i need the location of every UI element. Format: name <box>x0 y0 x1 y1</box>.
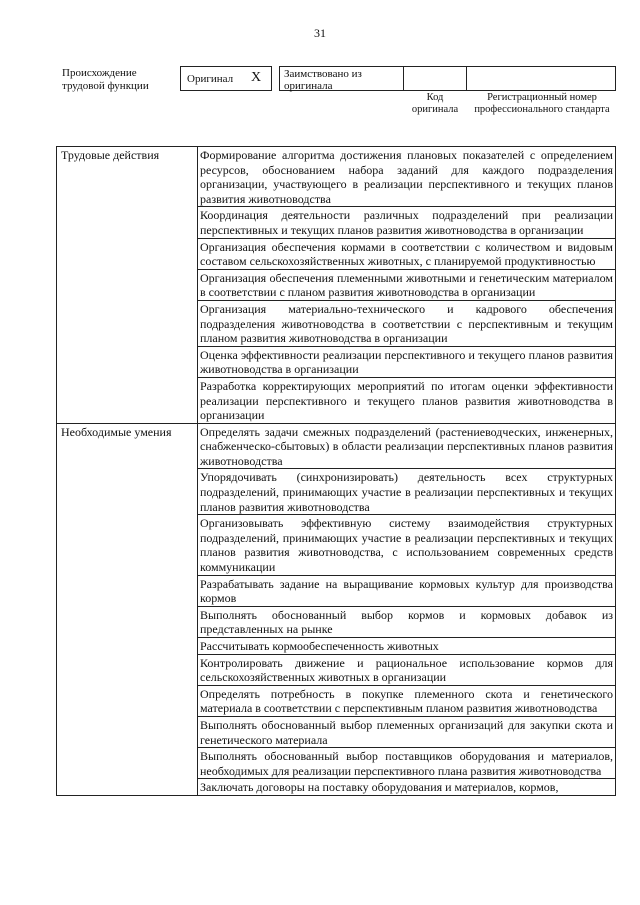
code-label: Код оригинала <box>411 92 459 115</box>
item-text: Определять задачи смежных подразделений (растениеводческих, инженерных, снабженческо-сбытовых) в области реализации перспективных планов развития животноводства <box>198 423 616 469</box>
item-text: Организация обеспечения племенными животными и генетическим материалом в соответствии с планом развития животноводства в организации <box>198 269 616 300</box>
page-number: 31 <box>314 26 326 40</box>
origin-label <box>62 67 174 93</box>
code-cell <box>403 66 467 91</box>
functions-table <box>56 146 616 796</box>
item-text: Упорядочивать (синхронизировать) деятельность всех структурных подразделений, принимающих участие в реализации перспективных и текущих планов развития животноводства <box>198 469 616 515</box>
item-text: Выполнять обоснованный выбор племенных организаций для закупки скота и генетического материала <box>198 716 616 747</box>
item-text: Контролировать движение и рациональное использование кормов для сельскохозяйственных животных в организации <box>198 654 616 685</box>
item-text: Оценка эффективности реализации перспективного и текущего планов развития животноводства в организации <box>198 346 616 377</box>
table-row <box>57 423 616 469</box>
item-text: Организация обеспечения кормами в соответствии с количеством и видовым составом сельскохозяйственных животных, с планируемой продуктивностью <box>198 238 616 269</box>
origin-label-text: Происхождение трудовой функции <box>62 67 149 92</box>
item-text: Разработка корректирующих мероприятий по итогам оценки эффективности реализации перспективного и текущего планов развития животноводства в организации <box>198 377 616 423</box>
table-row <box>57 147 616 207</box>
reg-cell <box>466 66 616 91</box>
item-text: Разрабатывать задание на выращивание кормовых культур для производства кормов <box>198 575 616 606</box>
section-label: Необходимые умения <box>57 423 198 795</box>
item-text: Координация деятельности различных подразделений при реализации перспективных и текущих планов развития животноводства в организации <box>198 207 616 238</box>
original-cell <box>180 66 272 91</box>
item-text: Заключать договоры на поставку оборудования и материалов, кормов, <box>198 779 616 796</box>
item-text: Формирование алгоритма достижения плановых показателей с определением ресурсов, обоснованием набора заданий для каждого подразделения организации, участвующего в реализации перспективного и текущих планов развития животноводства <box>198 147 616 207</box>
item-text: Выполнять обоснованный выбор кормов и кормовых добавок из представленных на рынке <box>198 606 616 637</box>
item-text: Организовывать эффективную систему взаимодействия структурных подразделений, принимающих участие в реализации перспективных и текущих планов развития животноводства, с использованием современных средств коммуникации <box>198 515 616 575</box>
item-text: Выполнять обоснованный выбор поставщиков оборудования и материалов, необходимых для реализации перспективного плана развития животноводства <box>198 748 616 779</box>
item-text: Рассчитывать кормообеспеченность животных <box>198 638 616 655</box>
reg-label: Регистрационный номер профессионального стандарта <box>474 92 610 115</box>
item-text: Определять потребность в покупке племенного скота и генетического материала в соответствии с перспективным планом развития животноводства <box>198 685 616 716</box>
original-label: Оригинал <box>187 73 234 85</box>
item-text: Организация материально-технического и кадрового обеспечения подразделения животноводства в соответствии с перспективным и текущим планом развития животноводства в организации <box>198 300 616 346</box>
borrowed-label: Заимствовано из оригинала <box>284 68 362 92</box>
section-label: Трудовые действия <box>57 147 198 424</box>
original-mark: X <box>251 70 262 85</box>
borrowed-cell <box>279 66 404 91</box>
